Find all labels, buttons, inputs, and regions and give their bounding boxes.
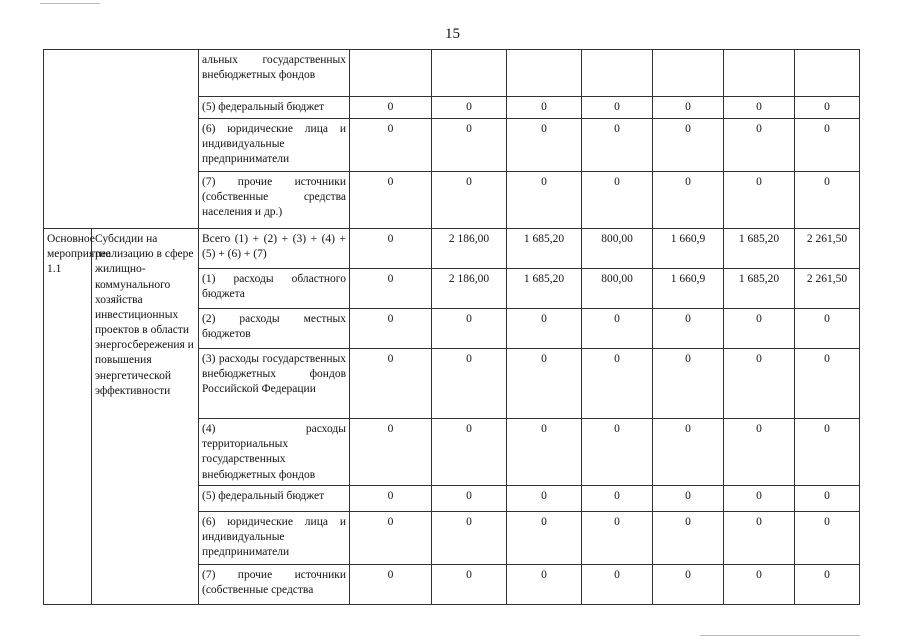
value-cell: 0 bbox=[795, 119, 860, 172]
value-cell: 0 bbox=[507, 309, 582, 349]
value-cell: 0 bbox=[350, 309, 432, 349]
value-cell: 800,00 bbox=[582, 269, 653, 309]
value-cell: 0 bbox=[432, 97, 507, 119]
value-cell: 0 bbox=[795, 172, 860, 229]
value-cell: 0 bbox=[507, 97, 582, 119]
value-cell: 0 bbox=[795, 485, 860, 511]
row-label: (6) юридические лица и индивидуальные предприниматели bbox=[199, 511, 350, 564]
value-cell: 0 bbox=[653, 172, 724, 229]
table-row bbox=[44, 229, 860, 269]
value-cell: 0 bbox=[653, 349, 724, 419]
value-cell: 1 685,20 bbox=[507, 229, 582, 269]
value-cell: 0 bbox=[795, 564, 860, 604]
value-cell: 0 bbox=[432, 485, 507, 511]
budget-table bbox=[43, 49, 860, 605]
row-label: (7) прочие источники (собственные средства bbox=[199, 564, 350, 604]
value-cell: 0 bbox=[432, 511, 507, 564]
value-cell: 0 bbox=[653, 419, 724, 486]
value-cell: 0 bbox=[350, 119, 432, 172]
event-name: Субсидии на реализацию в сфере жилищно-коммунального хозяйства инвестиционных проектов в области энергосбережения и повышения энергетической эффективности bbox=[92, 229, 199, 605]
value-cell: 1 685,20 bbox=[724, 229, 795, 269]
value-cell: 0 bbox=[795, 419, 860, 486]
value-cell: 0 bbox=[582, 485, 653, 511]
value-cell: 0 bbox=[350, 97, 432, 119]
value-cell: 0 bbox=[582, 564, 653, 604]
row-label: (5) федеральный бюджет bbox=[199, 97, 350, 119]
value-cell: 1 685,20 bbox=[507, 269, 582, 309]
value-cell: 1 660,9 bbox=[653, 269, 724, 309]
value-cell: 2 186,00 bbox=[432, 229, 507, 269]
value-cell bbox=[350, 50, 432, 97]
value-cell: 0 bbox=[507, 511, 582, 564]
scan-mark bbox=[40, 3, 100, 4]
event-type: Основное мероприятие 1.1 bbox=[44, 229, 92, 605]
value-cell: 0 bbox=[507, 172, 582, 229]
value-cell: 0 bbox=[724, 485, 795, 511]
value-cell: 0 bbox=[653, 97, 724, 119]
value-cell bbox=[507, 50, 582, 97]
value-cell: 0 bbox=[507, 419, 582, 486]
value-cell: 0 bbox=[653, 119, 724, 172]
value-cell: 0 bbox=[432, 349, 507, 419]
value-cell: 0 bbox=[724, 419, 795, 486]
value-cell: 0 bbox=[582, 97, 653, 119]
value-cell: 0 bbox=[724, 309, 795, 349]
value-cell: 0 bbox=[795, 97, 860, 119]
value-cell: 1 660,9 bbox=[653, 229, 724, 269]
value-cell: 0 bbox=[507, 119, 582, 172]
value-cell: 0 bbox=[432, 419, 507, 486]
value-cell: 0 bbox=[653, 564, 724, 604]
value-cell: 0 bbox=[582, 419, 653, 486]
value-cell: 0 bbox=[724, 97, 795, 119]
value-cell: 0 bbox=[432, 119, 507, 172]
value-cell bbox=[432, 50, 507, 97]
value-cell: 0 bbox=[653, 511, 724, 564]
value-cell: 0 bbox=[350, 229, 432, 269]
value-cell: 0 bbox=[432, 564, 507, 604]
value-cell bbox=[724, 50, 795, 97]
page-number: 15 bbox=[445, 26, 460, 42]
table-body bbox=[44, 50, 860, 605]
value-cell: 0 bbox=[582, 309, 653, 349]
value-cell: 1 685,20 bbox=[724, 269, 795, 309]
row-label: альных государственных внебюджетных фондов bbox=[199, 50, 350, 97]
value-cell bbox=[582, 50, 653, 97]
value-cell: 0 bbox=[724, 119, 795, 172]
value-cell: 0 bbox=[350, 172, 432, 229]
value-cell: 0 bbox=[795, 511, 860, 564]
empty-header-cell bbox=[44, 50, 199, 229]
table-row bbox=[44, 50, 860, 97]
row-label: (5) федеральный бюджет bbox=[199, 485, 350, 511]
row-label: (1) расходы областного бюджета bbox=[199, 269, 350, 309]
value-cell: 0 bbox=[507, 485, 582, 511]
row-label: (2) расходы местных бюджетов bbox=[199, 309, 350, 349]
value-cell: 0 bbox=[432, 172, 507, 229]
value-cell: 0 bbox=[724, 564, 795, 604]
value-cell: 2 261,50 bbox=[795, 229, 860, 269]
value-cell: 0 bbox=[795, 349, 860, 419]
value-cell: 800,00 bbox=[582, 229, 653, 269]
scan-mark bbox=[700, 635, 860, 636]
value-cell: 0 bbox=[724, 349, 795, 419]
value-cell: 0 bbox=[350, 349, 432, 419]
value-cell: 0 bbox=[724, 172, 795, 229]
row-label: (7) прочие источники (собственные средства населения и др.) bbox=[199, 172, 350, 229]
value-cell: 0 bbox=[653, 485, 724, 511]
value-cell: 0 bbox=[350, 269, 432, 309]
value-cell: 0 bbox=[582, 172, 653, 229]
value-cell: 0 bbox=[507, 349, 582, 419]
row-label: (6) юридические лица и индивидуальные предприниматели bbox=[199, 119, 350, 172]
value-cell: 0 bbox=[582, 349, 653, 419]
value-cell bbox=[653, 50, 724, 97]
value-cell: 0 bbox=[350, 564, 432, 604]
value-cell: 0 bbox=[582, 511, 653, 564]
value-cell: 0 bbox=[795, 309, 860, 349]
value-cell: 0 bbox=[432, 309, 507, 349]
value-cell: 0 bbox=[653, 309, 724, 349]
value-cell: 2 186,00 bbox=[432, 269, 507, 309]
row-label: Всего (1) + (2) + (3) + (4) + (5) + (6) + (7) bbox=[199, 229, 350, 269]
value-cell: 0 bbox=[507, 564, 582, 604]
value-cell: 0 bbox=[350, 511, 432, 564]
value-cell bbox=[795, 50, 860, 97]
value-cell: 0 bbox=[724, 511, 795, 564]
value-cell: 0 bbox=[350, 419, 432, 486]
value-cell: 0 bbox=[582, 119, 653, 172]
value-cell: 2 261,50 bbox=[795, 269, 860, 309]
row-label: (4) расходы территориальных государственных внебюджетных фондов bbox=[199, 419, 350, 486]
value-cell: 0 bbox=[350, 485, 432, 511]
row-label: (3) расходы государственных внебюджетных фондов Российской Федерации bbox=[199, 349, 350, 419]
